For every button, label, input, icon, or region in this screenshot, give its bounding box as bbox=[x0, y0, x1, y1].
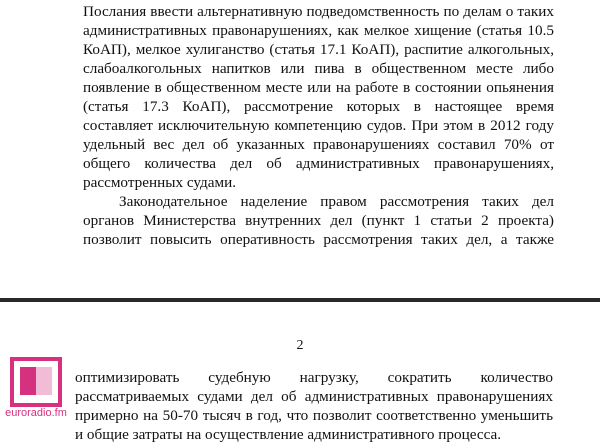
text-line: позволит повысить оперативность рассмотрения таких дел, а также bbox=[83, 231, 554, 248]
text-line: общего количества дел об административных правонарушениях, bbox=[83, 155, 554, 172]
text-line: составляет исключительную компетенцию судов. При этом в 2012 году bbox=[83, 117, 554, 134]
text-line: слабоалкогольных напитков или пива в общественном месте либо bbox=[83, 60, 554, 77]
text-line: органов Министерства внутренних дел (пункт 1 статьи 2 проекта) bbox=[83, 212, 554, 229]
text-line: административных правонарушениях, как мелкое хищение (статья 10.5 bbox=[83, 22, 554, 39]
text-line: (статья 17.3 КоАП), рассмотрение которых в настоящее время bbox=[83, 98, 554, 115]
text-line: появление в общественном месте или на работе в состоянии опьянения bbox=[83, 79, 554, 96]
text-line: Послания ввести альтернативную подведомственность по делам о таких bbox=[83, 3, 554, 20]
page-break-divider bbox=[0, 298, 600, 302]
logo-text: euroradio.fm bbox=[5, 407, 67, 419]
text-line: и общие затраты на осуществление административного процесса. bbox=[75, 426, 502, 443]
text-line: удельный вес дел об указанных правонарушениях составил 70% от bbox=[83, 136, 554, 153]
text-line: примерно на 50-70 тысяч в год, что позволит соответственно уменьшить bbox=[75, 407, 553, 424]
text-line: КоАП), мелкое хулиганство (статья 17.1 КоАП), распитие алкогольных, bbox=[83, 41, 554, 58]
page-number: 2 bbox=[296, 338, 304, 353]
euroradio-logo-icon bbox=[10, 357, 62, 407]
text-line: рассматриваемых судами дел об административных правонарушениях bbox=[75, 388, 553, 405]
text-line: рассмотренных судами. bbox=[83, 174, 237, 191]
euroradio-logo bbox=[4, 357, 68, 427]
text-line: оптимизировать судебную нагрузку, сократить количество bbox=[75, 369, 553, 386]
paragraph-first-line: Законодательное наделение правом рассмотрения таких дел bbox=[119, 193, 554, 210]
